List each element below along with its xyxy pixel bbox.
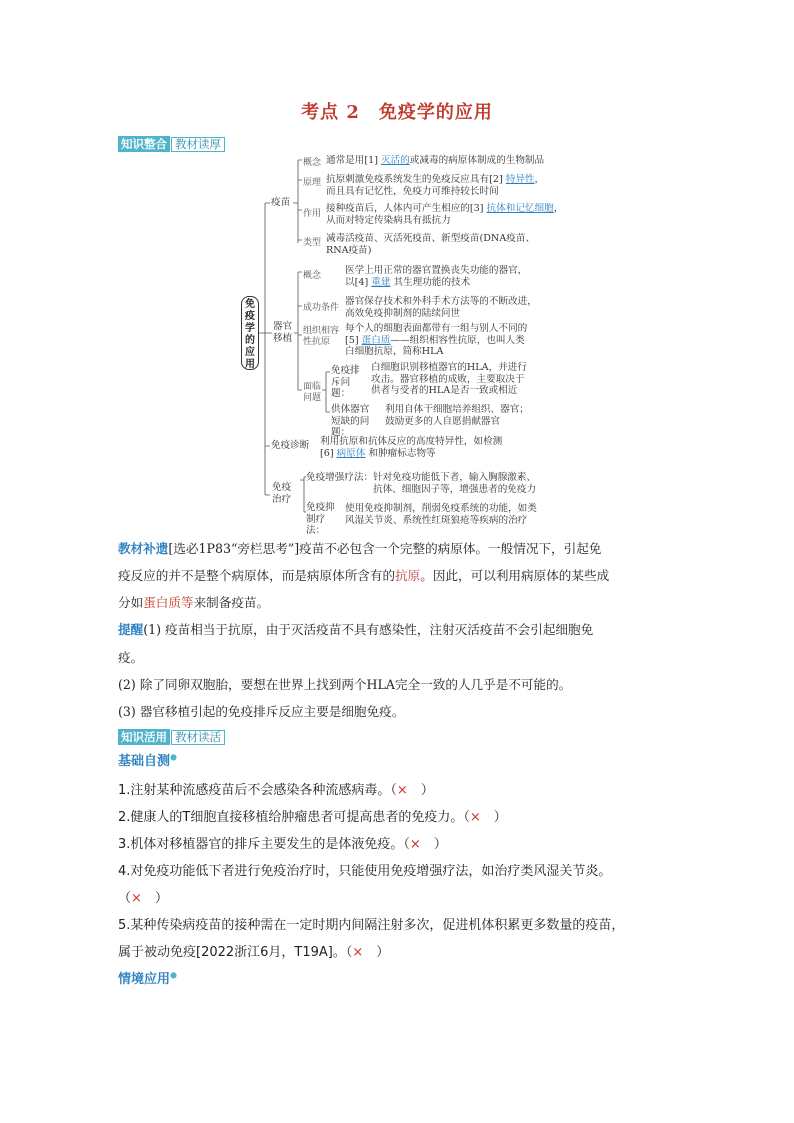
suppress-label: 免疫抑制疗法：	[306, 502, 335, 536]
transplant-success-label: 成功条件	[303, 303, 340, 313]
vaccine-function-label: 作用	[303, 209, 322, 219]
question-4-answer: （× ）	[118, 891, 168, 906]
reminder-label: 提醒	[118, 622, 144, 637]
question-1: 1.注射某种流感疫苗后不会感染各种流感病毒。（× ）	[118, 783, 434, 798]
answer-6: 病原体	[336, 447, 366, 459]
reminder-line-3: (2) 除了同卵双胞胎，要想在世界上找到两个HLA完全一致的人几乎是不可能的。	[118, 677, 572, 692]
shortage-text: 利用自体干细胞培养组织、器官； 鼓励更多的人自愿捐献器官	[385, 404, 529, 427]
suppress-text: 使用免疫抑制剂，削弱免疫系统的功能，如类 风湿关节炎、系统性红斑狼疮等疾病的治疗	[345, 503, 537, 526]
supplement-line-1: 教材补遗[选必1P83“旁栏思考”]疫苗不必包含一个完整的病原体。一般情况下，引起免	[118, 541, 602, 556]
vaccine-principle-label: 原理	[303, 178, 322, 188]
vaccine-types-label: 类型	[303, 238, 322, 248]
page-title: 考点 2 免疫学的应用	[301, 102, 493, 123]
self-test-heading: 基础自测●	[118, 752, 177, 769]
vaccine-function-text: 接种疫苗后，人体内可产生相应的[3] 抗体和记忆细胞， 从而对特定传染病具有抵抗力	[326, 203, 564, 226]
transplant-hla-label: 组织相容性抗原	[303, 326, 340, 347]
tag-label: 知识活用	[118, 729, 170, 745]
branch-vaccine: 疫苗	[271, 197, 291, 208]
question-4: 4.对免疫功能低下者进行免疫治疗时，只能使用免疫增强疗法，如治疗类风湿关节炎。	[118, 864, 612, 879]
vaccine-principle-text: 抗原刺激免疫系统发生的免疫反应具有[2] 特异性， 而且具有记忆性，免疫力可维持较长时间	[326, 174, 545, 197]
supplement-line-2: 疫反应的并不是整个病原体，而是病原体所含有的抗原。因此，可以利用病原体的某些成	[118, 568, 610, 583]
reminder-line-1: 提醒(1) 疫苗相当于抗原，由于灭活疫苗不具有感染性，注射灭活疫苗不会引起细胞免	[118, 622, 594, 637]
answer-5: 蛋白质	[361, 334, 391, 346]
mindmap-root: 免疫学的应用	[241, 296, 259, 370]
rejection-label: 免疫排斥问题：	[331, 365, 360, 399]
application-heading: 情境应用●	[118, 970, 177, 987]
vaccine-concept-text: 通常是用[1] 灭活的或减毒的病原体制成的生物制品	[326, 155, 545, 166]
tag-sub: 教材读厚	[171, 137, 225, 152]
question-5: 5.某种传染病疫苗的接种需在一定时期内间隔注射多次，促进机体积累更多数量的疫苗，	[118, 918, 625, 933]
answer-2: 特异性	[505, 174, 535, 185]
vaccine-types-text: 减毒活疫苗、灭活死疫苗、新型疫苗(DNA疫苗、 RNA疫苗)	[326, 233, 536, 256]
supplement-line-3: 分如蛋白质等来制备疫苗。	[118, 595, 270, 610]
section-tag-application	[118, 726, 225, 745]
answer-1: 灭活的	[381, 155, 410, 166]
rejection-text: 白细胞识别移植器官的HLA，并进行 攻击。器官移植的成败，主要取决于 供者与受者的HLA是否一致或相近	[371, 362, 527, 396]
transplant-concept-text: 医学上用正常的器官置换丧失功能的器官， 以[4] 重建 其生理功能的技术	[345, 265, 528, 288]
transplant-success-text: 器官保存技术和外科手术方法等的不断改进， 高效免疫抑制剂的陆续问世	[345, 296, 537, 319]
vaccine-concept-label: 概念	[303, 158, 322, 168]
reminder-line-2: 疫。	[118, 650, 144, 665]
supplement-label: 教材补遗	[118, 541, 169, 556]
tag-sub: 教材读活	[171, 730, 225, 745]
tag-label: 知识整合	[118, 136, 170, 152]
answer-4: 重建	[371, 276, 391, 288]
shortage-label: 供体器官短缺的问题：	[331, 404, 370, 438]
branch-therapy: 免疫治疗	[272, 482, 292, 505]
enhance-text: 针对免疫功能低下者，输入胸腺激素、 抗体、细胞因子等，增强患者的免疫力	[373, 472, 537, 495]
enhance-label: 免疫增强疗法：	[306, 472, 374, 483]
transplant-problem-label: 面临问题	[303, 382, 322, 403]
diagnosis-text: 利用抗原和抗体反应的高度特异性，如检测 [6] 病原体 和肿瘤标志物等	[320, 436, 503, 459]
branch-transplant: 器官移植	[273, 321, 293, 344]
answer-3: 抗体和记忆细胞	[486, 203, 554, 214]
branch-diagnosis: 免疫诊断	[271, 440, 310, 451]
question-3: 3.机体对移植器官的排斥主要发生的是体液免疫。（× ）	[118, 837, 447, 852]
transplant-concept-label: 概念	[303, 271, 322, 281]
question-5-answer: 属于被动免疫[2022浙江6月，T19A]。（× ）	[118, 945, 390, 960]
reminder-line-4: (3) 器官移植引起的免疫排斥反应主要是细胞免疫。	[118, 704, 405, 719]
transplant-hla-text: 每个人的细胞表面都带有一组与别人不同的 [5] 蛋白质——组织相容性抗原，也叫人类 白细胞抗原，简称HLA	[345, 323, 528, 357]
question-2: 2.健康人的T细胞直接移植给肿瘤患者可提高患者的免疫力。（× ）	[118, 810, 507, 825]
